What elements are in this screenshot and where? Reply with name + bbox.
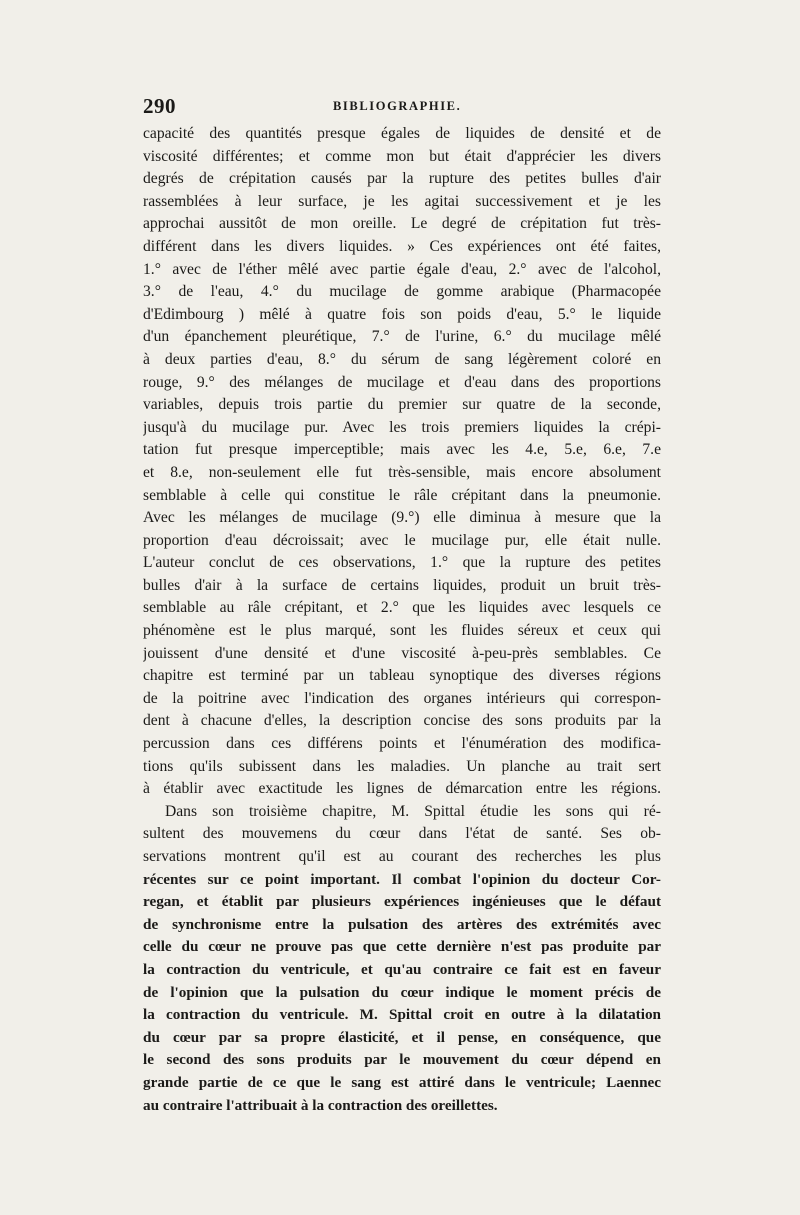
running-head: BIBLIOGRAPHIE.	[333, 99, 462, 113]
text-line: de la poitrine avec l'indication des organes intérieurs qui correspon-	[143, 689, 661, 707]
text-line: 1.° avec de l'éther mêlé avec partie égale d'eau, 2.° avec de l'alcohol,	[143, 260, 661, 278]
text-line: L'auteur conclut de ces observations, 1.° que la rupture des petites	[143, 554, 661, 572]
text-line: celle du cœur ne prouve pas que cette dernière n'est pas produite par	[143, 938, 661, 956]
text-line: rouge, 9.° des mélanges de mucilage et d'eau dans des proportions	[143, 373, 661, 391]
text-line: à deux parties d'eau, 8.° du sérum de sang légèrement coloré en	[143, 350, 661, 368]
text-line: différent dans les divers liquides. » Ces expériences ont été faites,	[143, 237, 661, 255]
text-line: bulles d'air à la surface de certains liquides, produit un bruit très-	[143, 576, 661, 594]
text-line: variables, depuis trois partie du premier sur quatre de la seconde,	[143, 396, 661, 414]
text-line: dent à chacune d'elles, la description concise des sons produits par la	[143, 712, 661, 730]
text-line: tions qu'ils subissent dans les maladies. Un planche au trait sert	[143, 757, 661, 775]
page-header	[143, 94, 664, 120]
body-text	[143, 123, 661, 1117]
text-line-last: au contraire l'attribuait à la contraction des oreillettes.	[143, 1096, 498, 1114]
page-number: 290	[143, 94, 176, 118]
text-line: récentes sur ce point important. Il combat l'opinion du docteur Cor-	[143, 870, 661, 888]
text-line: regan, et établit par plusieurs expériences ingénieuses que le défaut	[143, 893, 661, 911]
text-line: semblable à celle qui constitue le râle crépitant dans la pneumonie.	[143, 486, 661, 504]
text-line: semblable au râle crépitant, et 2.° que les liquides avec lesquels ce	[143, 599, 661, 617]
text-line: approchai aussitôt de mon oreille. Le degré de crépitation fut très-	[143, 215, 661, 233]
text-line: grande partie de ce que le sang est attiré dans le ventricule; Laennec	[143, 1073, 661, 1091]
text-line: viscosité différentes; et comme mon but était d'apprécier les divers	[143, 147, 661, 165]
text-line: servations montrent qu'il est au courant des recherches les plus	[143, 848, 661, 865]
text-line: percussion dans ces différens points et l'énumération des modifica-	[143, 735, 661, 753]
text-line: à établir avec exactitude les lignes de démarcation entre les régions.	[143, 780, 661, 798]
text-line: sultent des mouvemens du cœur dans l'état de santé. Ses ob-	[143, 825, 661, 843]
text-line: jusqu'à du mucilage pur. Avec les trois premiers liquides la crépi-	[143, 418, 661, 436]
text-line: Avec les mélanges de mucilage (9.°) elle diminua à mesure que la	[143, 509, 661, 527]
text-line: la contraction du ventricule. M. Spittal croit en outre à la dilatation	[143, 1006, 661, 1024]
text-line: jouissent d'une densité et d'une viscosité à-peu-près semblables. Ce	[143, 644, 661, 662]
text-line: de synchronisme entre la pulsation des artères des extrémités avec	[143, 915, 661, 933]
text-line: rassemblées à leur surface, je les agitai successivement et je les	[143, 192, 661, 210]
text-line: la contraction du ventricule, et qu'au contraire ce fait est en faveur	[143, 960, 661, 978]
text-line: proportion d'eau décroissait; avec le mucilage pur, elle était nulle.	[143, 531, 661, 549]
text-line: d'un épanchement pleurétique, 7.° de l'urine, 6.° du mucilage mêlé	[143, 328, 661, 346]
text-line: degrés de crépitation causés par la rupture des petites bulles d'air	[143, 170, 661, 188]
text-line: capacité des quantités presque égales de liquides de densité et de	[143, 125, 661, 142]
text-line: chapitre est terminé par un tableau synoptique des diverses régions	[143, 667, 661, 685]
paragraph-start-line: Dans son troisième chapitre, M. Spittal étudie les sons qui ré-	[165, 802, 661, 820]
text-line: le second des sons produits par le mouvement du cœur dépend en	[143, 1051, 661, 1069]
text-line: 3.° de l'eau, 4.° du mucilage de gomme arabique (Pharmacopée	[143, 283, 661, 301]
text-line: tation fut presque imperceptible; mais avec les 4.e, 5.e, 6.e, 7.e	[143, 441, 661, 459]
text-line: d'Edimbourg ) mêlé à quatre fois son poids d'eau, 5.° le liquide	[143, 305, 661, 323]
text-line: et 8.e, non-seulement elle fut très-sensible, mais encore absolument	[143, 463, 661, 481]
text-line: phénomène est le plus marqué, sont les fluides séreux et ceux qui	[143, 622, 661, 640]
text-line: du cœur par sa propre élasticité, et il pense, en conséquence, que	[143, 1028, 661, 1046]
text-line: de l'opinion que la pulsation du cœur indique le moment précis de	[143, 983, 661, 1001]
